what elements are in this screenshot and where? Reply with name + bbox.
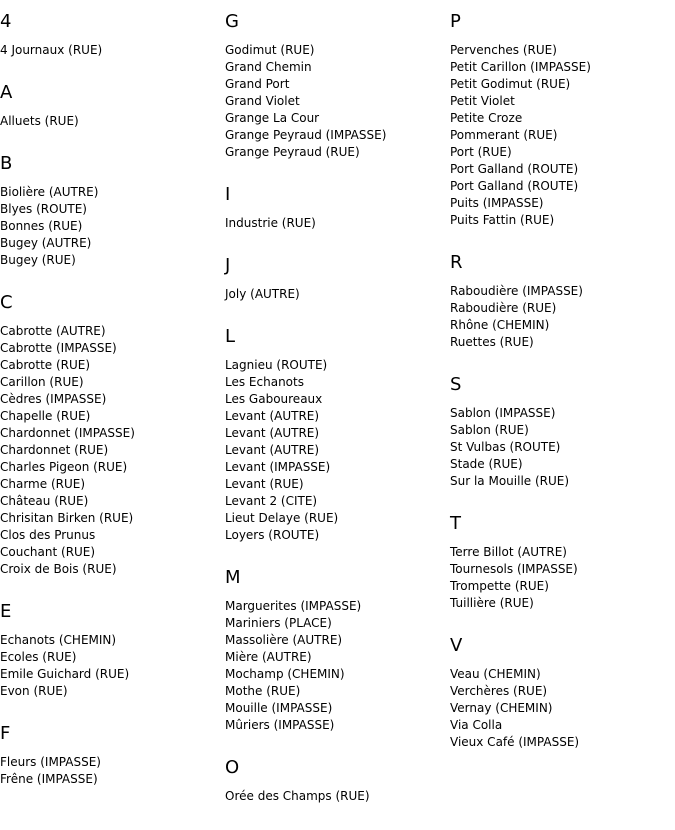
letter-heading: O	[225, 757, 240, 778]
letter-heading: E	[0, 601, 12, 622]
street-link-levant-rue[interactable]: Levant (RUE)	[225, 477, 304, 491]
letter-section-b	[0, 154, 220, 269]
street-link-levant-autre[interactable]: Levant (AUTRE)	[225, 409, 320, 423]
street-link-mochamp-chemin[interactable]: Mochamp (CHEMIN)	[225, 667, 345, 681]
street-link-stade-rue[interactable]: Stade (RUE)	[450, 457, 523, 471]
street-link-cedres-impasse[interactable]: Cèdres (IMPASSE)	[0, 392, 107, 406]
letter-section-v	[450, 636, 670, 751]
street-link-grand-violet[interactable]: Grand Violet	[225, 94, 300, 108]
street-link-lagnieu-route[interactable]: Lagnieu (ROUTE)	[225, 358, 328, 372]
letter-heading: S	[450, 374, 462, 395]
street-link-trompette-rue[interactable]: Trompette (RUE)	[450, 579, 549, 593]
letter-section-o	[225, 758, 445, 805]
street-link-raboudiere-rue[interactable]: Raboudière (RUE)	[450, 301, 557, 315]
street-link-lieut-delaye-rue[interactable]: Lieut Delaye (RUE)	[225, 511, 339, 525]
street-link-ruettes-rue[interactable]: Ruettes (RUE)	[450, 335, 534, 349]
street-link-levant-impasse[interactable]: Levant (IMPASSE)	[225, 460, 331, 474]
letter-heading: C	[0, 292, 13, 313]
letter-section-4	[0, 12, 220, 59]
street-link-levant-autre[interactable]: Levant (AUTRE)	[225, 443, 320, 457]
street-link-mariniers-place[interactable]: Mariniers (PLACE)	[225, 616, 332, 630]
street-link-terre-billot-autre[interactable]: Terre Billot (AUTRE)	[450, 545, 567, 559]
street-link-couchant-rue[interactable]: Couchant (RUE)	[0, 545, 96, 559]
street-link-godimut-rue[interactable]: Godimut (RUE)	[225, 43, 315, 57]
street-link-fleurs-impasse[interactable]: Fleurs (IMPASSE)	[0, 755, 101, 769]
street-link-marguerites-impasse[interactable]: Marguerites (IMPASSE)	[225, 599, 362, 613]
street-link-bonnes-rue[interactable]: Bonnes (RUE)	[0, 219, 83, 233]
street-link-clos-des-prunus[interactable]: Clos des Prunus	[0, 528, 96, 542]
letter-section-c	[0, 293, 220, 578]
street-link-loyers-route[interactable]: Loyers (ROUTE)	[225, 528, 320, 542]
street-link-massoliere-autre[interactable]: Massolière (AUTRE)	[225, 633, 343, 647]
letter-heading: M	[225, 567, 241, 588]
letter-section-t	[450, 514, 670, 612]
street-link-miere-autre[interactable]: Mière (AUTRE)	[225, 650, 312, 664]
letter-section-s	[450, 375, 670, 490]
street-link-cabrotte-rue[interactable]: Cabrotte (RUE)	[0, 358, 91, 372]
letter-section-g	[225, 12, 445, 161]
street-link-bioliere-autre[interactable]: Biolière (AUTRE)	[0, 185, 99, 199]
letter-section-j	[225, 256, 445, 303]
street-link-grand-port[interactable]: Grand Port	[225, 77, 290, 91]
street-link-chateau-rue[interactable]: Château (RUE)	[0, 494, 89, 508]
letter-heading: R	[450, 252, 463, 273]
street-link-sablon-impasse[interactable]: Sablon (IMPASSE)	[450, 406, 556, 420]
street-link-carillon-rue[interactable]: Carillon (RUE)	[0, 375, 84, 389]
index-column-1	[0, 12, 220, 812]
letter-section-p	[450, 12, 670, 229]
street-link-bugey-autre[interactable]: Bugey (AUTRE)	[0, 236, 92, 250]
street-link-emile-guichard-rue[interactable]: Emile Guichard (RUE)	[0, 667, 130, 681]
street-link-tuilliere-rue[interactable]: Tuillière (RUE)	[450, 596, 534, 610]
letter-heading: T	[450, 513, 461, 534]
street-link-oree-des-champs-rue[interactable]: Orée des Champs (RUE)	[225, 789, 370, 803]
street-link-tournesols-impasse[interactable]: Tournesols (IMPASSE)	[450, 562, 578, 576]
street-link-raboudiere-impasse[interactable]: Raboudière (IMPASSE)	[450, 284, 583, 298]
street-link-vieux-cafe-impasse[interactable]: Vieux Café (IMPASSE)	[450, 735, 580, 749]
index-column-2	[225, 12, 445, 829]
street-link-frene-impasse[interactable]: Frêne (IMPASSE)	[0, 772, 98, 786]
street-link-chardonnet-impasse[interactable]: Chardonnet (IMPASSE)	[0, 426, 135, 440]
street-link-cabrotte-autre[interactable]: Cabrotte (AUTRE)	[0, 324, 106, 338]
street-link-les-echanots[interactable]: Les Echanots	[225, 375, 304, 389]
letter-heading: 4	[0, 11, 12, 32]
street-link-sablon-rue[interactable]: Sablon (RUE)	[450, 423, 529, 437]
street-link-chrisitan-birken-rue[interactable]: Chrisitan Birken (RUE)	[0, 511, 134, 525]
street-link-cabrotte-impasse[interactable]: Cabrotte (IMPASSE)	[0, 341, 117, 355]
street-link-puits-impasse[interactable]: Puits (IMPASSE)	[450, 196, 544, 210]
street-link-grange-peyraud-rue[interactable]: Grange Peyraud (RUE)	[225, 145, 360, 159]
street-link-grange-peyraud-impasse[interactable]: Grange Peyraud (IMPASSE)	[225, 128, 387, 142]
street-link-mouille-impasse[interactable]: Mouille (IMPASSE)	[225, 701, 333, 715]
street-link-alluets-rue[interactable]: Alluets (RUE)	[0, 114, 79, 128]
street-link-bugey-rue[interactable]: Bugey (RUE)	[0, 253, 76, 267]
index-column-3	[450, 12, 670, 775]
street-link-port-galland-route[interactable]: Port Galland (ROUTE)	[450, 162, 579, 176]
street-link-port-galland-route[interactable]: Port Galland (ROUTE)	[450, 179, 579, 193]
street-link-port-rue[interactable]: Port (RUE)	[450, 145, 512, 159]
street-link-petit-violet[interactable]: Petit Violet	[450, 94, 515, 108]
letter-heading: L	[225, 326, 236, 347]
street-link-vernay-chemin[interactable]: Vernay (CHEMIN)	[450, 701, 553, 715]
letter-section-f	[0, 724, 220, 788]
street-link-4-journaux-rue[interactable]: 4 Journaux (RUE)	[0, 43, 103, 57]
letter-heading: G	[225, 11, 239, 32]
letter-section-l	[225, 327, 445, 544]
letter-heading: V	[450, 635, 463, 656]
street-link-muriers-impasse[interactable]: Mûriers (IMPASSE)	[225, 718, 335, 732]
street-link-joly-autre[interactable]: Joly (AUTRE)	[225, 287, 300, 301]
street-link-croix-de-bois-rue[interactable]: Croix de Bois (RUE)	[0, 562, 117, 576]
letter-heading: F	[0, 723, 11, 744]
letter-section-r	[450, 253, 670, 351]
letter-heading: A	[0, 82, 13, 103]
street-link-petit-carillon-impasse[interactable]: Petit Carillon (IMPASSE)	[450, 60, 591, 74]
letter-section-a	[0, 83, 220, 130]
street-link-levant-2-cite[interactable]: Levant 2 (CITE)	[225, 494, 318, 508]
letter-section-m	[225, 568, 445, 734]
street-link-blyes-route[interactable]: Blyes (ROUTE)	[0, 202, 87, 216]
street-link-echanots-chemin[interactable]: Echanots (CHEMIN)	[0, 633, 117, 647]
street-link-les-gaboureaux[interactable]: Les Gaboureaux	[225, 392, 323, 406]
street-link-via-colla[interactable]: Via Colla	[450, 718, 503, 732]
street-link-grange-la-cour[interactable]: Grange La Cour	[225, 111, 320, 125]
street-link-pervenches-rue[interactable]: Pervenches (RUE)	[450, 43, 557, 57]
letter-heading: P	[450, 11, 461, 32]
letter-section-i	[225, 185, 445, 232]
letter-heading: B	[0, 153, 13, 174]
street-link-petit-godimut-rue[interactable]: Petit Godimut (RUE)	[450, 77, 571, 91]
street-link-rhone-chemin[interactable]: Rhône (CHEMIN)	[450, 318, 550, 332]
street-link-mothe-rue[interactable]: Mothe (RUE)	[225, 684, 301, 698]
letter-section-e	[0, 602, 220, 700]
street-link-evon-rue[interactable]: Evon (RUE)	[0, 684, 68, 698]
street-link-petite-croze[interactable]: Petite Croze	[450, 111, 523, 125]
letter-heading: I	[225, 184, 231, 205]
street-link-vercheres-rue[interactable]: Verchères (RUE)	[450, 684, 548, 698]
street-link-charles-pigeon-rue[interactable]: Charles Pigeon (RUE)	[0, 460, 128, 474]
street-link-ecoles-rue[interactable]: Ecoles (RUE)	[0, 650, 77, 664]
street-link-puits-fattin-rue[interactable]: Puits Fattin (RUE)	[450, 213, 555, 227]
street-link-chardonnet-rue[interactable]: Chardonnet (RUE)	[0, 443, 109, 457]
street-link-levant-autre[interactable]: Levant (AUTRE)	[225, 426, 320, 440]
street-link-st-vulbas-route[interactable]: St Vulbas (ROUTE)	[450, 440, 561, 454]
street-link-industrie-rue[interactable]: Industrie (RUE)	[225, 216, 316, 230]
street-link-pommerant-rue[interactable]: Pommerant (RUE)	[450, 128, 558, 142]
letter-heading: J	[225, 255, 231, 276]
street-link-grand-chemin[interactable]: Grand Chemin	[225, 60, 312, 74]
street-link-charme-rue[interactable]: Charme (RUE)	[0, 477, 86, 491]
street-link-veau-chemin[interactable]: Veau (CHEMIN)	[450, 667, 541, 681]
street-link-sur-la-mouille-rue[interactable]: Sur la Mouille (RUE)	[450, 474, 570, 488]
street-link-chapelle-rue[interactable]: Chapelle (RUE)	[0, 409, 91, 423]
